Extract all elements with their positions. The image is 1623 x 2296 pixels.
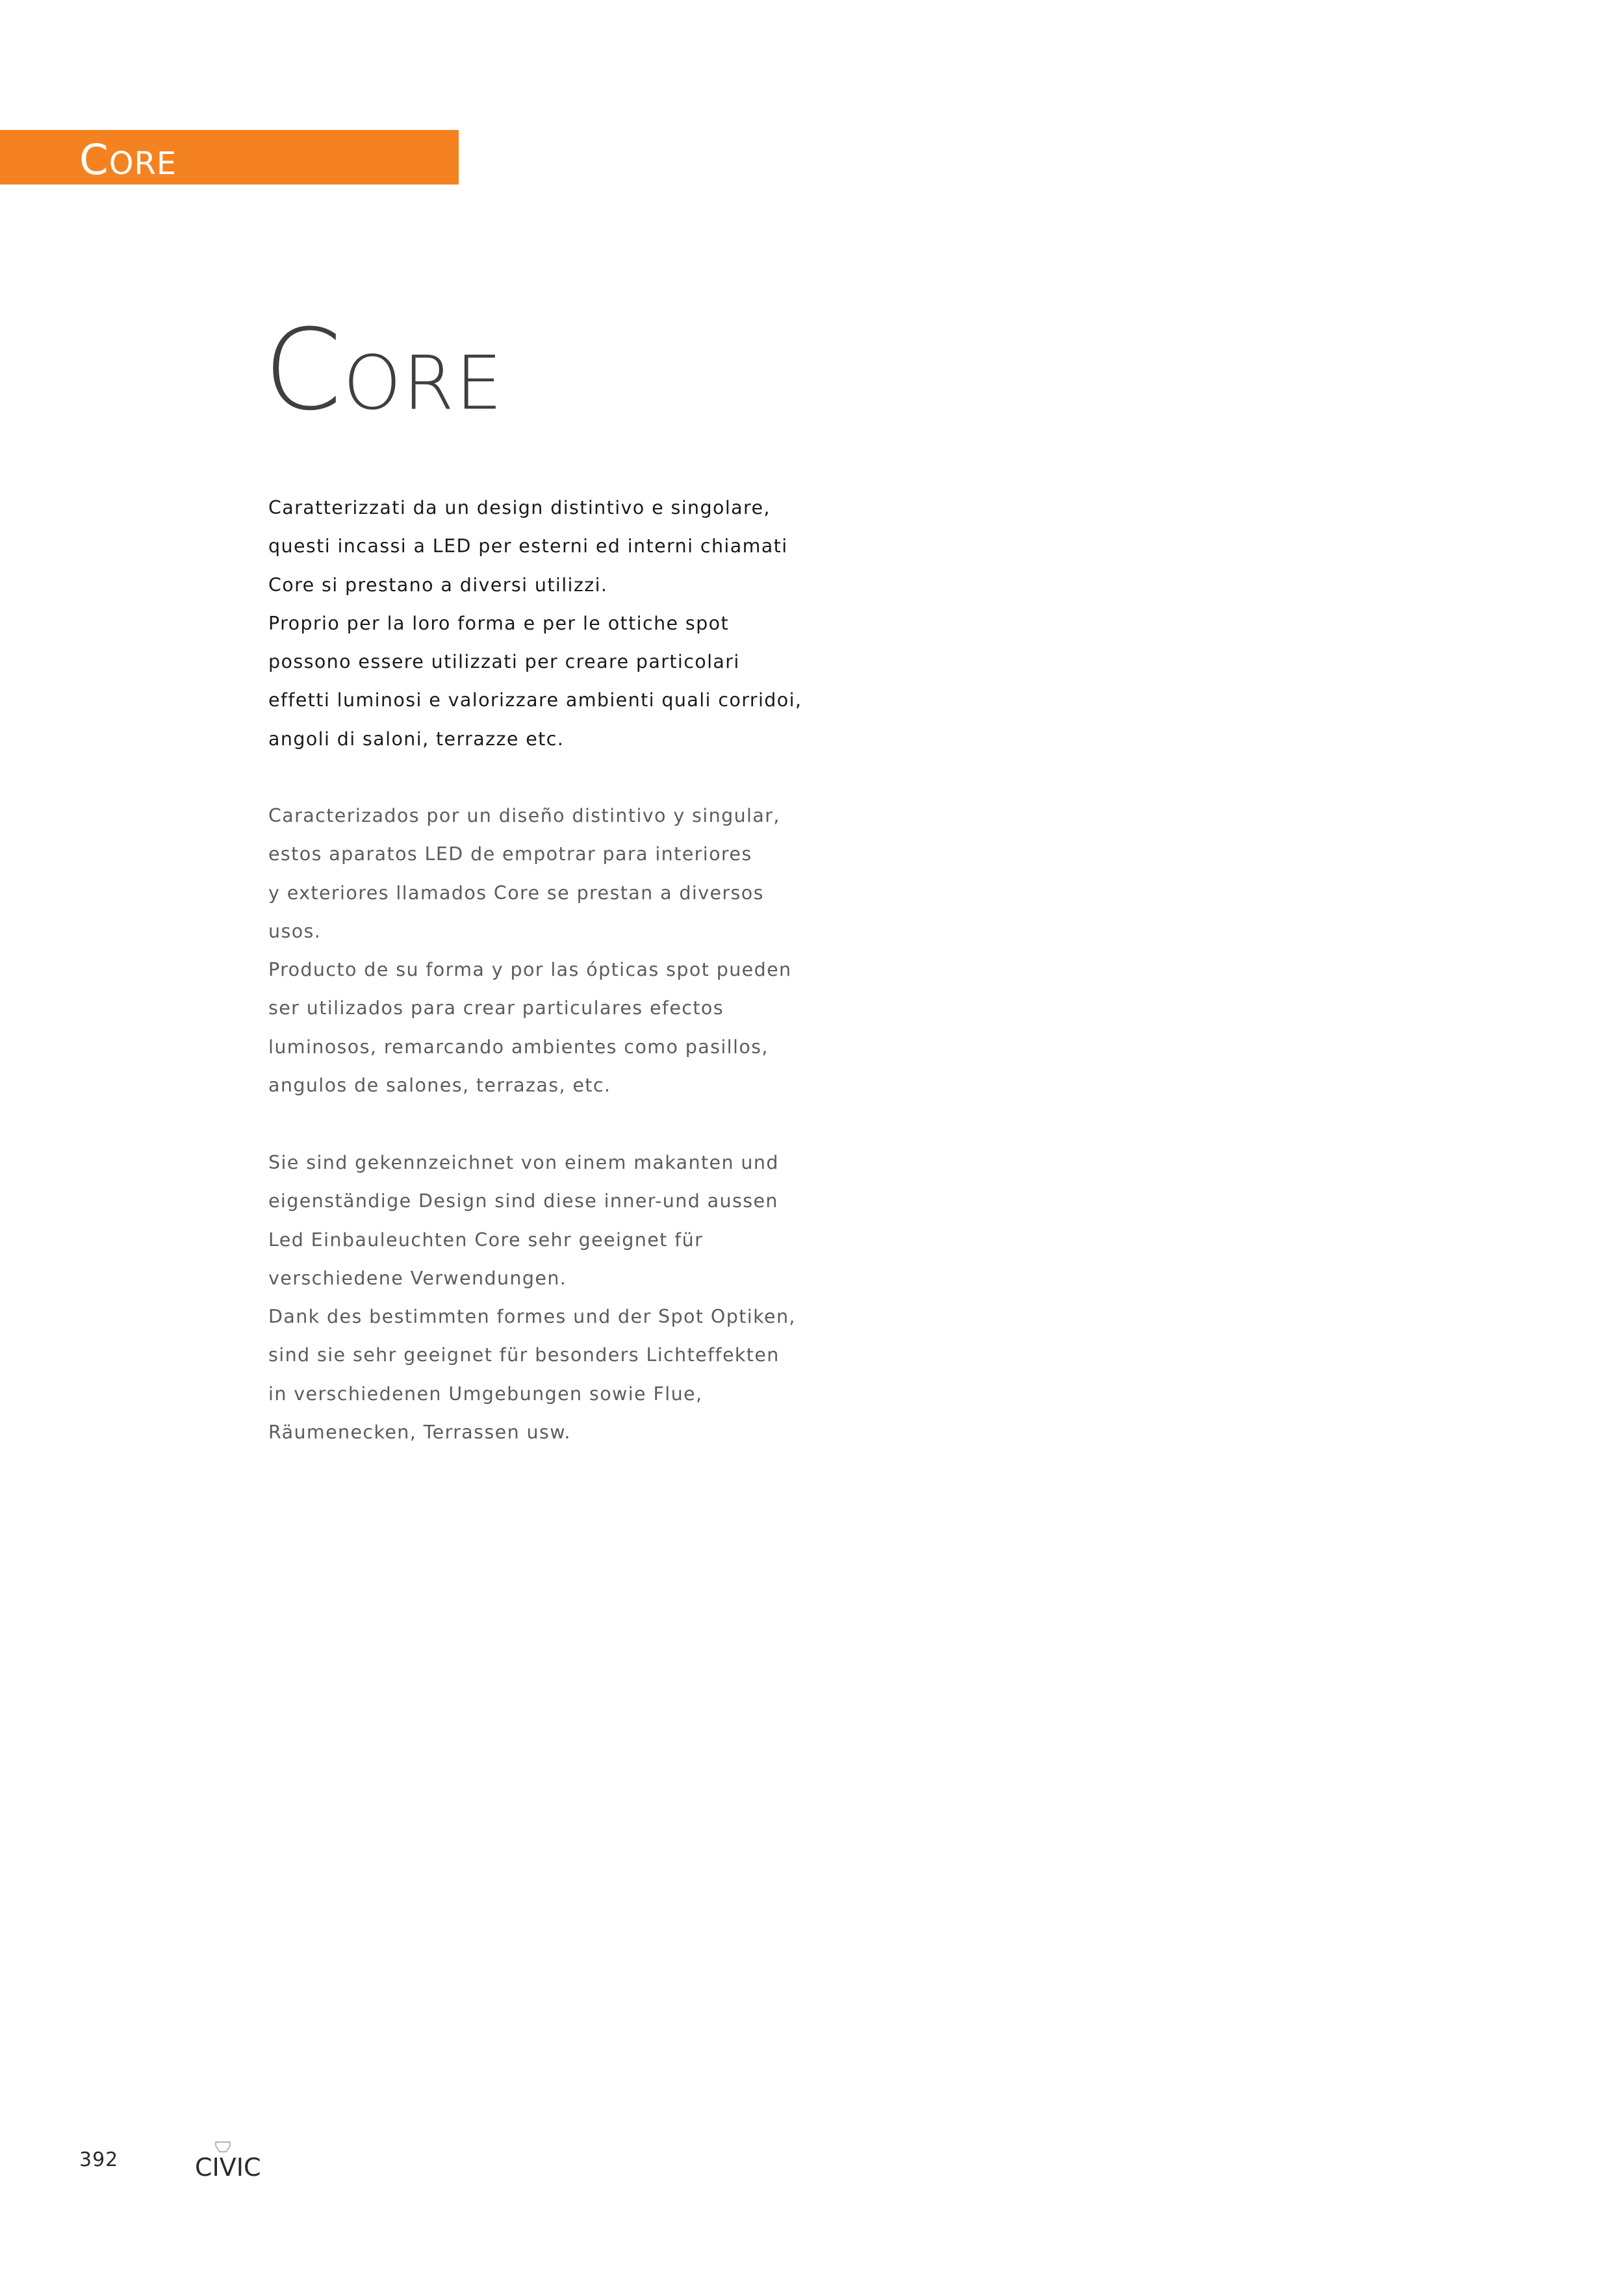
section-tab <box>0 130 459 185</box>
text-line: Proprio per la loro forma e per le ottiche spot <box>268 612 730 634</box>
text-line: sind sie sehr geeignet für besonders Lichteffekten <box>268 1344 780 1366</box>
paragraph-italian <box>268 489 918 758</box>
text-line: in verschiedenen Umgebungen sowie Flue, <box>268 1383 703 1405</box>
brand-logo <box>195 2141 261 2182</box>
text-line: eigenständige Design sind diese inner-und aussen <box>268 1190 778 1212</box>
text-line: verschiedene Verwendungen. <box>268 1267 567 1289</box>
text-line: questi incassi a LED per esterni ed interni chiamati <box>268 535 788 557</box>
section-tab-label: CORE <box>79 136 177 185</box>
paragraph-german <box>268 1143 918 1451</box>
text-line: possono essere utilizzati per creare particolari <box>268 651 740 673</box>
text-line: Dank des bestimmten formes und der Spot Optiken, <box>268 1306 796 1328</box>
text-line: luminosos, remarcando ambientes como pasillos, <box>268 1036 769 1058</box>
page-number: 392 <box>79 2149 119 2171</box>
text-line: effetti luminosi e valorizzare ambienti quali corridoi, <box>268 689 802 711</box>
page-title: CORE <box>264 305 504 435</box>
text-line: Caratterizzati da un design distintivo e singolare, <box>268 497 771 518</box>
text-line: Led Einbauleuchten Core sehr geeignet für <box>268 1229 704 1251</box>
text-line: Core si prestano a diversi utilizzi. <box>268 574 608 596</box>
brand-logo-text: CIVIC <box>195 2153 261 2182</box>
text-line: Producto de su forma y por las ópticas spot pueden <box>268 959 792 981</box>
text-line: Räumenecken, Terrassen usw. <box>268 1422 571 1444</box>
paragraph-spanish <box>268 797 918 1104</box>
text-line: Caracterizados por un diseño distintivo y singular, <box>268 805 780 826</box>
lamp-outline-icon <box>214 2141 231 2153</box>
text-line: y exteriores llamados Core se prestan a diversos <box>268 882 764 904</box>
text-line: usos. <box>268 920 322 942</box>
text-line: angulos de salones, terrazas, etc. <box>268 1075 611 1097</box>
text-line: ser utilizados para crear particulares efectos <box>268 997 724 1019</box>
text-line: angoli di saloni, terrazze etc. <box>268 728 565 750</box>
text-line: estos aparatos LED de empotrar para interiores <box>268 843 752 865</box>
text-line: Sie sind gekennzeichnet von einem makanten und <box>268 1152 779 1173</box>
